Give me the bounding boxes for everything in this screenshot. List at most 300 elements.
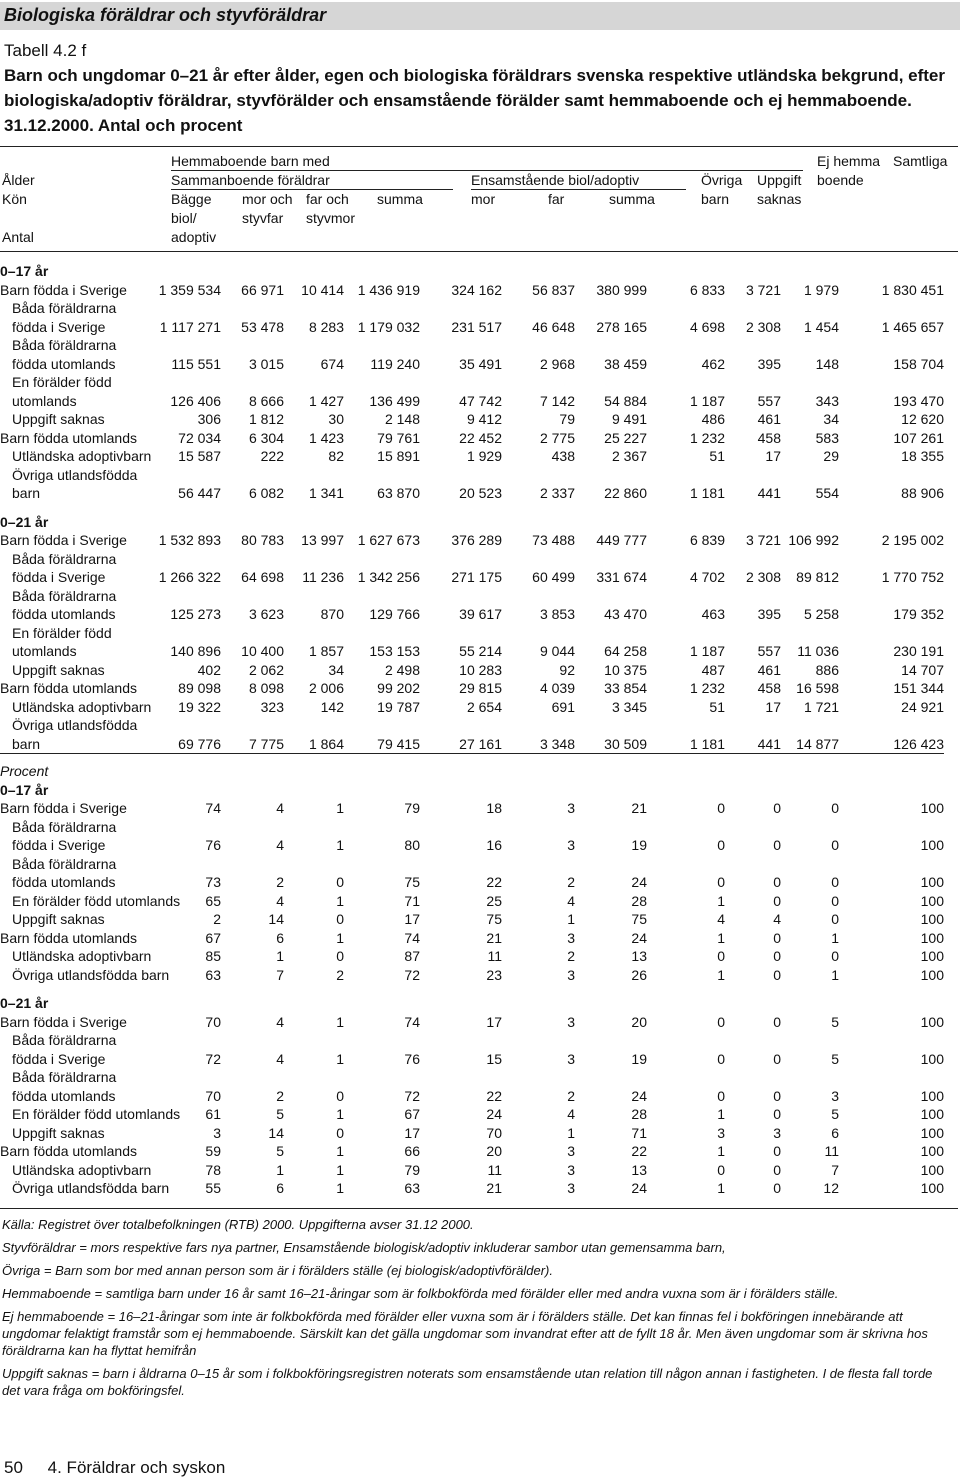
row-label: Utländska adoptivbarn [12,448,152,464]
table-cell: 1 187 [689,392,725,409]
table-cell: 1 187 [689,643,725,659]
row-label: Båda föräldrarna [12,550,117,567]
table-cell: 0 [831,911,839,927]
label-row [0,624,944,643]
table-cell: 4 [567,1106,575,1122]
table-cell: 1 864 [308,735,344,752]
table-cell: 1 [336,1180,344,1196]
header-ovriga: Övriga [701,172,743,188]
table-cell: 1 [336,929,344,946]
table-cell: 64 258 [604,643,647,659]
table-cell: 4 [276,892,284,909]
table-cell: 142 [320,698,344,715]
table-cell: 15 587 [178,448,221,464]
table-cell: 0 [831,948,839,964]
table-row [0,605,944,624]
row-label: Båda föräldrarna [12,855,117,872]
table-cell: 1 [336,1050,344,1067]
table-cell: 1 770 752 [881,569,944,585]
table-cell: 554 [815,485,839,501]
table-cell: 39 617 [459,606,502,622]
table-cell: 870 [320,606,344,622]
table-cell: 64 698 [241,569,284,585]
table-cell: 323 [260,698,284,715]
table-row [0,1124,944,1143]
row-label: Övriga utlandsfödda [12,717,138,733]
table-row [0,1142,944,1161]
table-cell: 66 [404,1143,420,1159]
table-cell: 22 452 [459,429,502,446]
table-cell: 66 971 [241,281,284,298]
table-cell: 22 [486,874,502,890]
table-cell: 0 [717,1050,725,1067]
table-cell: 2 [567,874,575,890]
row-label: En förälder född utomlands [12,892,181,909]
row-label: Båda föräldrarna [12,818,117,835]
note-paragraph: Ej hemmaboende = 16–21-åringar som inte är folkbokförda med förälder eller vuxna som är i förälders ställe. Det kan finnas fel i bokföringen innebärande att ungdomar felaktigt framstår som ej hemmaboende. Särskilt kan det gälla ungdomar som invandrat efter att de fyllt 18 år. Men även ungdomar som är skrivna hos föräldrarna kan ha flyttat hemifrån [2,1309,928,1358]
header-bottom-rule [0,251,958,252]
header-uppgift: Uppgift [757,172,802,188]
row-label: födda utomlands [12,1087,116,1104]
table-cell: 458 [757,680,781,696]
row-label: födda utomlands [12,355,116,372]
table-cell: 72 [404,1087,420,1104]
table-cell: 71 [404,892,420,909]
table-cell: 15 [486,1050,502,1067]
table-cell: 63 [404,1180,420,1196]
table-cell: 9 044 [539,643,575,659]
header-ej-hemma: Ej hemma [817,153,881,169]
table-cell: 487 [701,661,725,678]
table-cell: 2 308 [745,569,781,585]
table-cell: 75 [486,911,502,927]
note-paragraph: Uppgift saknas = barn i åldrarna 0–15 år som i folkbokföringsregistren noterats som ensamstående utan relation till någon annan i fastigheten. I de flesta fall torde det vara fråga om bokföringsfel. [2,1366,933,1398]
table-cell: 1 532 893 [158,532,221,548]
table-cell: 1 [336,1013,344,1030]
table-cell: 38 459 [604,355,647,372]
row-label: Utländska adoptivbarn [12,698,152,715]
table-cell: 99 202 [377,680,420,696]
table-row [0,966,944,985]
table-cell: 100 [920,1013,944,1030]
table-cell: 63 870 [377,485,420,501]
table-cell: 89 812 [796,569,839,585]
header-biol: biol/ [171,210,197,226]
row-label: Uppgift saknas [12,661,105,678]
table-cell: 0 [717,948,725,964]
table-cell: 380 999 [596,281,647,298]
table-cell: 1 [336,1106,344,1122]
table-cell: 100 [920,948,944,964]
header-summa-1: summa [377,191,423,207]
table-cell: 119 240 [370,355,420,372]
table-cell: 79 415 [377,735,420,752]
table-cell: 11 [824,1143,839,1159]
row-label: En förälder född utomlands [12,1106,181,1122]
table-cell: 106 992 [788,532,839,548]
table-cell: 222 [260,448,284,464]
table-cell: 2 337 [539,485,575,501]
table-cell: 0 [831,800,839,816]
table-cell: 26 [631,966,647,983]
table-cell: 5 [831,1106,839,1122]
table-cell: 9 412 [466,411,502,427]
table-cell: 0 [336,1087,344,1104]
table-cell: 0 [773,1161,781,1178]
table-cell: 886 [815,661,839,678]
table-cell: 4 [276,1050,284,1067]
table-cell: 0 [336,874,344,890]
table-cell: 2 [567,1087,575,1104]
table-cell: 148 [815,355,839,372]
table-cell: 441 [757,485,781,501]
table-row [0,929,944,948]
table-cell: 100 [920,1143,944,1159]
table-cell: 79 [559,411,575,427]
table-cell: 11 [487,1161,502,1178]
table-cell: 3 348 [539,735,575,752]
table-cell: 24 [631,1087,647,1104]
table-cell: 3 [773,1124,781,1141]
table-cell: 24 [631,1180,647,1196]
table-cell: 70 [205,1013,221,1030]
table-row [0,947,944,966]
label-row [0,550,944,569]
table-cell: 343 [815,392,839,409]
row-label: födda i Sverige [12,569,106,585]
table-cell: 4 [276,1013,284,1030]
label-row [0,855,944,874]
table-cell: 461 [757,661,781,678]
table-cell: 43 470 [604,606,647,622]
table-cell: 22 [631,1143,647,1159]
table-cell: 67 [404,1106,420,1122]
table-cell: 17 [486,1013,502,1030]
table-cell: 56 837 [532,281,575,298]
table-cell: 8 098 [248,680,284,696]
table-cell: 20 523 [459,485,502,501]
table-cell: 458 [757,429,781,446]
table-cell: 0 [336,911,344,927]
table-cell: 25 227 [604,429,647,446]
row-label: Uppgift saknas [12,911,105,927]
table-cell: 15 891 [377,448,420,464]
table-cell: 193 470 [893,392,944,409]
table-cell: 4 039 [539,680,575,696]
table-cell: 51 [709,698,725,715]
table-row [0,836,944,855]
table-cell: 74 [205,800,221,816]
table-cell: 5 258 [803,606,839,622]
row-label: födda i Sverige [12,318,106,335]
table-cell: 12 620 [901,411,944,427]
table-cell: 331 674 [596,569,647,585]
table-cell: 3 345 [611,698,647,715]
table-row [0,679,944,698]
table-cell: 73 488 [532,532,575,548]
table-cell: 3 721 [745,281,781,298]
chapter-name: 4. Föräldrar och syskon [47,1458,226,1477]
table-cell: 1 [717,1143,725,1159]
table-cell: 80 [404,837,420,853]
row-label: 0–17 år [0,781,49,798]
table-cell: 1 [336,800,344,816]
row-label: Barn födda utomlands [0,929,137,946]
table-cell: 24 [631,929,647,946]
table-cell: 3 [213,1124,221,1141]
table-cell: 34 [823,411,839,427]
table-cell: 583 [815,429,839,446]
table-cell: 11 236 [302,569,344,585]
table-cell: 0 [717,1161,725,1178]
table-cell: 1 266 322 [158,569,221,585]
row-label: Övriga utlandsfödda barn [12,1180,170,1196]
table-cell: 449 777 [596,532,647,548]
table-cell: 100 [920,874,944,890]
header-far: far [548,191,565,207]
table-cell: 56 447 [178,485,221,501]
table-cell: 0 [717,800,725,816]
table-label: Tabell 4.2 f [4,41,87,60]
header-mor-och: mor och [242,191,293,207]
table-cell: 2 367 [611,448,647,464]
table-cell: 3 721 [745,532,781,548]
table-cell: 100 [920,892,944,909]
table-cell: 4 702 [689,569,725,585]
table-cell: 461 [757,411,781,427]
header-summa-2: summa [609,191,655,207]
table-cell: 1 342 256 [357,569,420,585]
table-cell: 14 [268,911,284,927]
table-cell: 402 [197,661,221,678]
table-cell: 3 [567,800,575,816]
table-cell: 14 [268,1124,284,1141]
table-cell: 61 [205,1106,221,1122]
table-cell: 100 [920,837,944,853]
table-cell: 25 [486,892,502,909]
table-caption-text: Barn och ungdomar 0–21 år efter ålder, egen och biologiska föräldrars svenska respektive utländska bekgrund, efter biologiska/adoptiv föräldrar, styvförälder och ensamstående förälder samt hemmaboende och ej hemmaboende. 31.12.2000. Antal och procent [4,66,945,135]
table-cell: 60 499 [532,569,575,585]
row-label: födda i Sverige [12,1050,106,1067]
table-cell: 0 [773,1180,781,1196]
table-cell: 3 015 [248,355,284,372]
table-cell: 70 [486,1124,502,1141]
note-paragraph: Övriga = Barn som bor med annan person som är i förälders ställe (ej biologisk/adoptivförälder). [2,1263,553,1278]
table-cell: 115 551 [171,355,221,372]
table-cell: 18 [486,800,502,816]
table-cell: 17 [765,698,781,715]
table-cell: 73 [205,874,221,890]
table-cell: 463 [701,606,725,622]
table-cell: 462 [701,355,725,372]
table-caption [4,38,956,138]
table-cell: 7 142 [539,392,575,409]
table-row [0,318,944,337]
table-cell: 0 [831,837,839,853]
table-cell: 1 [567,1124,575,1141]
table-cell: 0 [717,874,725,890]
table-cell: 27 161 [459,735,502,752]
table-cell: 22 860 [604,485,647,501]
table-cell: 1 232 [689,680,725,696]
row-label: Barn födda i Sverige [0,532,127,548]
row-label: födda utomlands [12,606,116,622]
table-cell: 0 [717,1013,725,1030]
row-label: 0–17 år [0,263,49,279]
table-cell: 75 [404,874,420,890]
header-boende: boende [817,172,864,188]
table-cell: 10 400 [241,643,284,659]
table-cell: 79 761 [377,429,420,446]
table-cell: 54 884 [604,392,647,409]
label-row [0,373,944,392]
table-cell: 100 [920,1180,944,1196]
table-row [0,429,944,448]
table-cell: 17 [404,911,420,927]
table-cell: 20 [631,1013,647,1030]
spacer-row [0,503,944,513]
table-cell: 1 359 534 [158,281,221,298]
table-cell: 2 775 [539,429,575,446]
section-heading-row [0,781,944,800]
table-row [0,1050,944,1069]
header-alder: Ålder [2,172,35,188]
table-cell: 21 [631,800,647,816]
table-cell: 4 [276,800,284,816]
table-cell: 3 623 [248,606,284,622]
table-cell: 6 833 [689,281,725,298]
table-cell: 557 [757,643,781,659]
table-cell: 486 [701,411,725,427]
label-row [0,299,944,318]
header-samtliga: Samtliga [893,153,948,169]
table-cell: 100 [920,800,944,816]
row-label: Procent [0,763,49,779]
table-cell: 1 465 657 [881,318,944,335]
table-row [0,698,944,717]
table-cell: 0 [336,948,344,964]
table-cell: 11 036 [797,643,839,659]
table-cell: 2 308 [745,318,781,335]
table-cell: 0 [773,1143,781,1159]
row-label: Barn födda utomlands [0,429,137,446]
table-row [0,661,944,680]
table-cell: 441 [757,735,781,752]
table-bottom-rule [0,1208,958,1209]
table-cell: 1 [717,1180,725,1196]
table-cell: 17 [404,1124,420,1141]
table-cell: 28 [631,892,647,909]
table-cell: 1 181 [689,485,725,501]
table-cell: 1 [717,966,725,983]
table-cell: 79 [404,800,420,816]
note-paragraph: Styvföräldrar = mors respektive fars nya partner, Ensamstående biologisk/adoptiv inkluderar sambor utan gemensamma barn, [2,1240,726,1255]
table-cell: 76 [205,837,221,853]
table-cell: 70 [205,1087,221,1104]
table-cell: 136 499 [369,392,420,409]
table-row [0,484,944,503]
table-cell: 1 [717,929,725,946]
header-kon: Kön [2,191,27,207]
header-group-hemmaboende: Hemmaboende barn med [171,153,330,169]
label-row [0,1068,944,1087]
table-cell: 19 322 [178,698,221,715]
table-cell: 100 [920,1106,944,1122]
table-cell: 2 [567,948,575,964]
table-cell: 8 666 [248,392,284,409]
table-cell: 126 423 [893,735,944,752]
table-cell: 6 082 [248,485,284,501]
table-row [0,1013,944,1032]
table-cell: 158 704 [893,355,944,372]
header-top-rule [0,146,958,147]
label-row [0,716,944,735]
table-row [0,392,944,411]
table-cell: 100 [920,1050,944,1067]
page-footer [4,1458,225,1478]
table-cell: 19 787 [377,698,420,715]
table-cell: 0 [773,948,781,964]
table-cell: 7 [831,1161,839,1178]
table-cell: 5 [831,1013,839,1030]
table-cell: 13 997 [301,532,344,548]
table-cell: 271 175 [451,569,502,585]
table-row [0,1087,944,1106]
table-cell: 1 341 [308,485,344,501]
table-cell: 395 [757,355,781,372]
table-cell: 100 [920,911,944,927]
row-label: Uppgift saknas [12,1124,105,1141]
header-barn: barn [701,191,730,207]
table-cell: 1 [336,892,344,909]
spacer-row [0,984,944,994]
table-cell: 1 427 [308,392,344,409]
table-cell: 88 906 [901,485,944,501]
table-cell: 1 454 [803,318,839,335]
table-cell: 140 896 [170,643,221,659]
table-cell: 100 [920,1124,944,1141]
table-cell: 92 [559,661,575,678]
table-cell: 0 [717,1087,725,1104]
table-cell: 0 [773,1013,781,1030]
table-row [0,873,944,892]
table-row [0,642,944,661]
table-cell: 30 509 [604,735,647,752]
table-cell: 1 [336,1161,344,1178]
table-cell: 151 344 [893,680,944,696]
table-cell: 47 742 [459,392,502,409]
row-label: Båda föräldrarna [12,1032,117,1048]
table-cell: 46 648 [532,318,575,335]
table-cell: 72 [404,966,420,983]
table-cell: 1 929 [466,448,502,464]
table-cell: 2 062 [248,661,284,678]
row-label: Båda föräldrarna [12,1069,117,1085]
table-cell: 0 [773,966,781,983]
table-cell: 1 [567,911,575,927]
table-cell: 6 [276,929,284,946]
table-cell: 9 491 [611,411,647,427]
table-cell: 125 273 [170,606,221,622]
table-row [0,799,944,818]
header-bagge: Bägge [171,191,212,207]
table-cell: 55 214 [459,643,502,659]
table-cell: 53 478 [241,318,284,335]
table-cell: 51 [709,448,725,464]
table-cell: 24 921 [901,698,944,715]
table-cell: 87 [404,948,420,964]
table-cell: 82 [328,448,344,464]
